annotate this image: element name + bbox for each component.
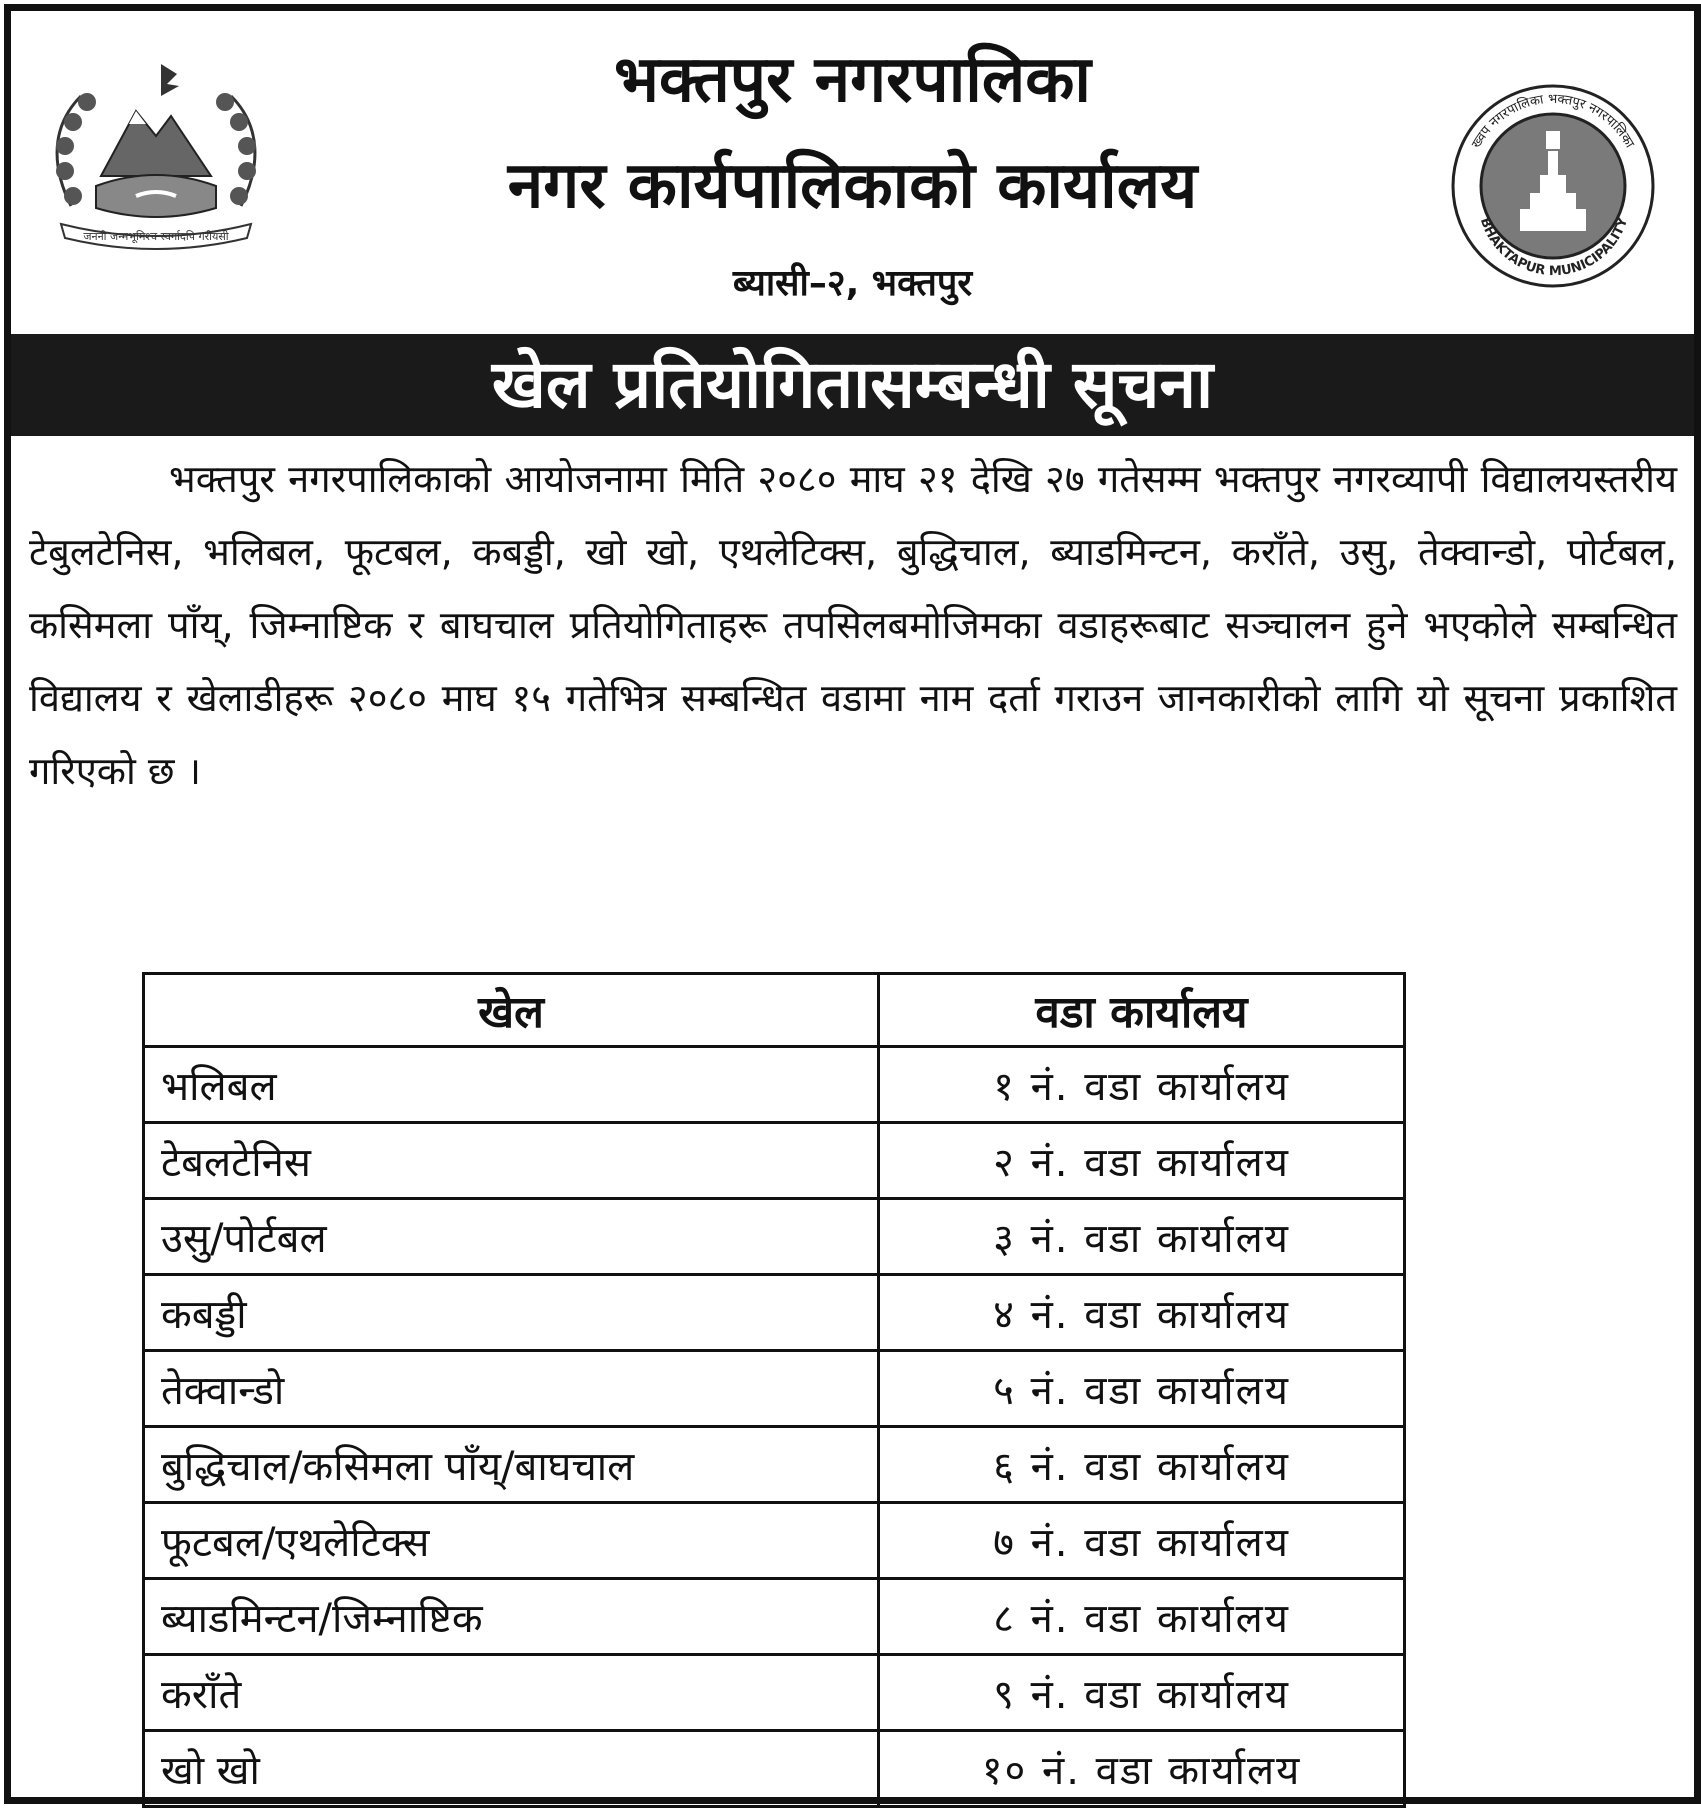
- organization-name: भक्तपुर नगरपालिका: [614, 43, 1091, 117]
- notice-body: भक्तपुर नगरपालिकाको आयोजनामा मिति २०८० माघ २१ देखि २७ गतेसम्म भक्तपुर नगरव्यापी विद्यालयस्तरीय टेबुलटेनिस, भलिबल, फूटबल, कबड्डी, खो खो, एथलेटिक्स, बुद्धिचाल, ब्याडमिन्टन, कराँते, उसु, तेक्वान्डो, पोर्टबल, कसिमला पाँय्, जिम्नाष्टिक र बाघचाल प्रतियोगिताहरू तपसिलबमोजिमका वडाहरूबाट सञ्चालन हुने भएकोले सम्बन्धित विद्यालय र खेलाडीहरू २०८० माघ १५ गतेभित्र सम्बन्धित वडामा नाम दर्ता गराउन जानकारीको लागि यो सूचना प्रकाशित गरिएको छ ।: [29, 457, 1677, 793]
- table-row: [144, 1275, 1405, 1351]
- table-row: [144, 1655, 1405, 1731]
- header: [11, 11, 1694, 334]
- ward-office-cell: ९ नं. वडा कार्यालय: [879, 1655, 1405, 1731]
- table-row: [144, 1503, 1405, 1579]
- ward-office-cell: ७ नं. वडा कार्यालय: [879, 1503, 1405, 1579]
- emblem-motto: जननी जन्मभूमिश्च स्वर्गादपि गरीयसी: [83, 230, 229, 243]
- table-row: [144, 1047, 1405, 1123]
- logo-text-bottom: BHAKTAPUR MUNICIPALITY: [1476, 215, 1632, 280]
- column-header-ward-office: वडा कार्यालय: [879, 974, 1405, 1047]
- table-row: [144, 1351, 1405, 1427]
- sport-cell: फूटबल/एथलेटिक्स: [144, 1503, 879, 1579]
- sport-cell: तेक्वान्डो: [144, 1351, 879, 1427]
- sport-cell: खो खो: [144, 1731, 879, 1807]
- ward-office-cell: १० नं. वडा कार्यालय: [879, 1731, 1405, 1807]
- notice-title-bar: [11, 334, 1694, 436]
- sport-cell: भलिबल: [144, 1047, 879, 1123]
- office-address: ब्यासी–२, भक्तपुर: [732, 263, 973, 304]
- office-name: नगर कार्यपालिकाको कार्यालय: [507, 149, 1198, 223]
- ward-office-cell: २ नं. वडा कार्यालय: [879, 1123, 1405, 1199]
- table-row: [144, 1579, 1405, 1655]
- ward-office-cell: ८ नं. वडा कार्यालय: [879, 1579, 1405, 1655]
- table-header-row: [144, 974, 1405, 1047]
- notice-title: खेल प्रतियोगितासम्बन्धी सूचना: [491, 346, 1214, 423]
- notice-frame: [4, 4, 1701, 1804]
- ward-office-cell: ५ नं. वडा कार्यालय: [879, 1351, 1405, 1427]
- table-row: [144, 1427, 1405, 1503]
- table-row: [144, 1199, 1405, 1275]
- table-row: [144, 1731, 1405, 1807]
- column-header-sport: खेल: [144, 974, 879, 1047]
- ward-office-cell: ४ नं. वडा कार्यालय: [879, 1275, 1405, 1351]
- table-row: [144, 1123, 1405, 1199]
- sport-cell: ब्याडमिन्टन/जिम्नाष्टिक: [144, 1579, 879, 1655]
- sport-cell: टेबलटेनिस: [144, 1123, 879, 1199]
- ward-office-cell: ३ नं. वडा कार्यालय: [879, 1199, 1405, 1275]
- sport-cell: उसु/पोर्टबल: [144, 1199, 879, 1275]
- ward-office-cell: ६ नं. वडा कार्यालय: [879, 1427, 1405, 1503]
- sport-cell: कराँते: [144, 1655, 879, 1731]
- sports-ward-table: [142, 972, 1406, 1808]
- sport-cell: कबड्डी: [144, 1275, 879, 1351]
- ward-office-cell: १ नं. वडा कार्यालय: [879, 1047, 1405, 1123]
- sport-cell: बुद्धिचाल/कसिमला पाँय्/बाघचाल: [144, 1427, 879, 1503]
- logo-text-top: ख्वप नगरपालिका भक्तपुर नगरपालिका: [1469, 91, 1637, 151]
